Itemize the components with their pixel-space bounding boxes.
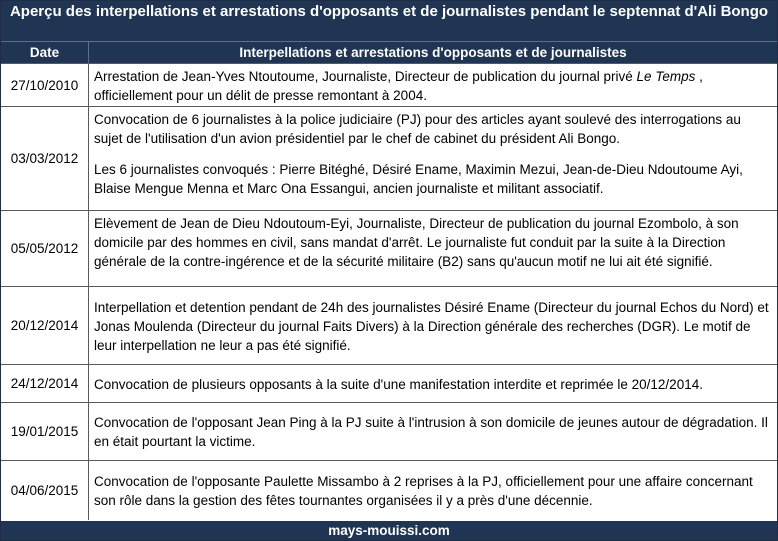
row-description: Convocation de plusieurs opposants à la suite d'une manifestation interdite et reprimée le 20/12/2014. (94, 376, 703, 392)
table-row (1, 106, 777, 210)
table-row (1, 402, 777, 460)
row-date: 24/12/2014 (1, 365, 89, 402)
row-date: 27/10/2010 (1, 64, 89, 106)
row-paragraph: Convocation de 6 journalistes à la police judiciaire (PJ) pour des articles ayant soulevé des interrogations au sujet de l'utilisation d'un avion présidentiel par le chef de cabinet du président Ali Bongo. (94, 112, 741, 146)
row-date: 04/06/2015 (1, 461, 89, 520)
row-date: 05/05/2012 (1, 211, 89, 286)
row-description: Elèvement de Jean de Dieu Ndoutoum-Eyi, Journaliste, Directeur de publication du journal Ezombolo, à son domicile par des hommes en civil, sans mandat d'arrêt. Le journaliste fut conduit par la suite à la Direction générale de la contre-ingérence et de la sécurité militaire (B2) sans qu'aucun motif ne lui ait été signifié. (94, 216, 739, 269)
row-date: 19/01/2015 (1, 403, 89, 460)
row-paragraph: Les 6 journalistes convoqués : Pierre Bitéghé, Désiré Ename, Maximin Mezui, Jean-de-Dieu Ndoutoume Ayi, Blaise Mengue Menna et Marc Ona Essangui, ancien journaliste et militant associatif. (94, 162, 743, 196)
column-headers (1, 41, 777, 63)
row-text: , officiellement pour un délit de presse remontant à 2004. (94, 69, 703, 103)
row-date: 03/03/2012 (1, 107, 89, 210)
table-row (1, 210, 777, 286)
row-description: Convocation de l'opposante Paulette Missambo à 2 reprises à la PJ, officiellement pour une affaire concernant son rôle dans la gestion des fêtes tournantes organisées il y a près d'une décennie. (94, 474, 753, 508)
table-row (1, 63, 777, 106)
column-header-date: Date (1, 42, 89, 63)
row-description: Convocation de l'opposant Jean Ping à la PJ suite à l'intrusion à son domicile de jeunes autour de dégradation. Il en était pourtant la victime. (94, 415, 768, 449)
row-text: Arrestation de Jean-Yves Ntoutoume, Journaliste, Directeur de publication du journal privé (94, 69, 637, 84)
table-row (1, 460, 777, 520)
footer-source: mays-mouissi.com (1, 521, 777, 540)
row-description (89, 107, 777, 210)
row-date: 20/12/2014 (1, 287, 89, 364)
table-row (1, 364, 777, 402)
row-description: Interpellation et detention pendant de 24h des journalistes Désiré Ename (Directeur du journal Echos du Nord) et Jonas Moulenda (Directeur du journal Faits Divers) à la Direction générale des recherches (DGR). Le motif de leur interpellation ne leur a pas été signifié. (94, 299, 769, 353)
newspaper-name: Le Temps (636, 69, 696, 84)
table-title: Aperçu des interpellations et arrestations d'opposants et de journalistes pendant le septennat d'Ali Bongo (1, 1, 777, 41)
table-row (1, 286, 777, 364)
row-description (89, 64, 777, 106)
column-header-events: Interpellations et arrestations d'opposants et de journalistes (239, 45, 627, 60)
